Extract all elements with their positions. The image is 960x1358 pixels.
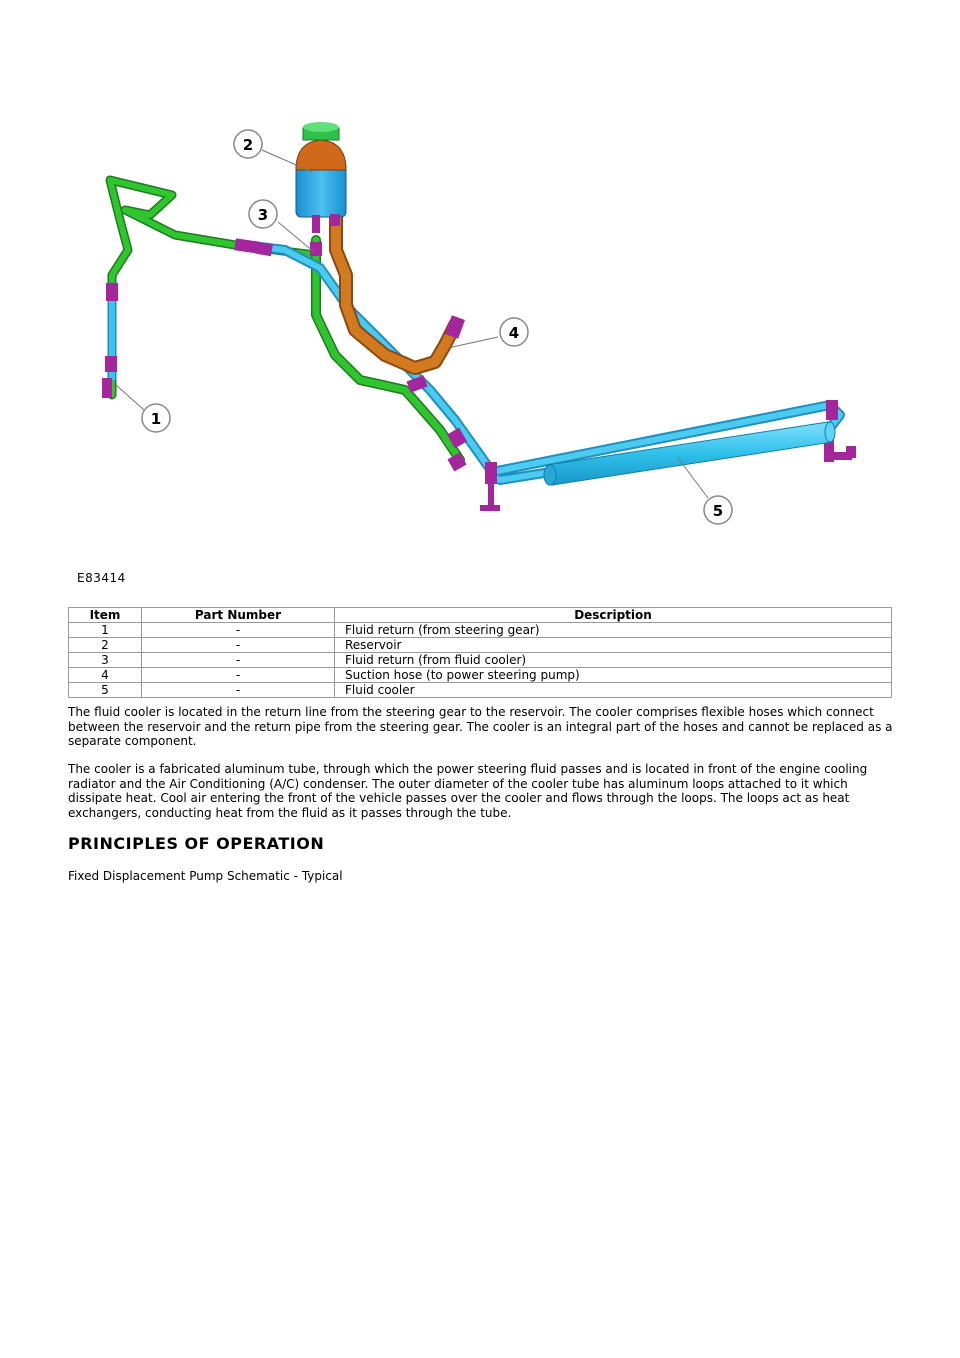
header-description: Description [335, 608, 892, 623]
cell-part-number: - [142, 638, 335, 653]
cell-description: Reservoir [335, 638, 892, 653]
table-header-row [69, 608, 892, 623]
callout-5-label: 5 [712, 502, 724, 520]
cell-item: 5 [69, 683, 142, 698]
callout-3 [249, 200, 277, 228]
callout-2 [234, 130, 262, 158]
cell-description: Fluid return (from fluid cooler) [335, 653, 892, 668]
cell-item: 2 [69, 638, 142, 653]
callout-1-label: 1 [150, 410, 162, 428]
cell-description: Fluid cooler [335, 683, 892, 698]
section-heading: PRINCIPLES OF OPERATION [68, 834, 325, 853]
callout-4 [500, 318, 528, 346]
cell-item: 3 [69, 653, 142, 668]
callout-4-label: 4 [508, 324, 520, 342]
cell-part-number: - [142, 653, 335, 668]
cell-part-number: - [142, 668, 335, 683]
suction-hose [336, 218, 465, 368]
callout-5 [704, 496, 732, 524]
callout-3-label: 3 [257, 206, 269, 224]
table-row [69, 668, 892, 683]
reservoir [296, 122, 346, 233]
cell-part-number: - [142, 683, 335, 698]
header-part-number: Part Number [142, 608, 335, 623]
header-item: Item [69, 608, 142, 623]
table-row [69, 623, 892, 638]
figure-caption: Fixed Displacement Pump Schematic - Typical [68, 869, 343, 883]
cell-description: Suction hose (to power steering pump) [335, 668, 892, 683]
table-row [69, 653, 892, 668]
table-row [69, 683, 892, 698]
paragraph-cooler-location: The fluid cooler is located in the return line from the steering gear to the reservoir. The cooler comprises flexible hoses which connect between the reservoir and the return pipe from the steering gear. The cooler is an integral part of the hoses and cannot be replaced as a separate component. [68, 705, 893, 748]
cell-description: Fluid return (from steering gear) [335, 623, 892, 638]
paragraph-cooler-construction: The cooler is a fabricated aluminum tube, through which the power steering fluid passes and is located in front of the engine cooling radiator and the Air Conditioning (A/C) condenser. The outer diameter of the cooler tube has aluminum loops attached to it which dissipate heat. Cool air entering the front of the vehicle passes over the cooler and flows through the loops. The loops act as heat exchangers, conducting heat from the fluid as it passes through the tube. [68, 762, 868, 820]
table-row [69, 638, 892, 653]
cell-part-number: - [142, 623, 335, 638]
figure-id: E83414 [77, 571, 126, 585]
parts-table [68, 607, 892, 698]
fluid-cooler-illustration [60, 100, 900, 570]
callout-2-label: 2 [242, 136, 254, 154]
cell-item: 4 [69, 668, 142, 683]
callout-1 [142, 404, 170, 432]
cell-item: 1 [69, 623, 142, 638]
